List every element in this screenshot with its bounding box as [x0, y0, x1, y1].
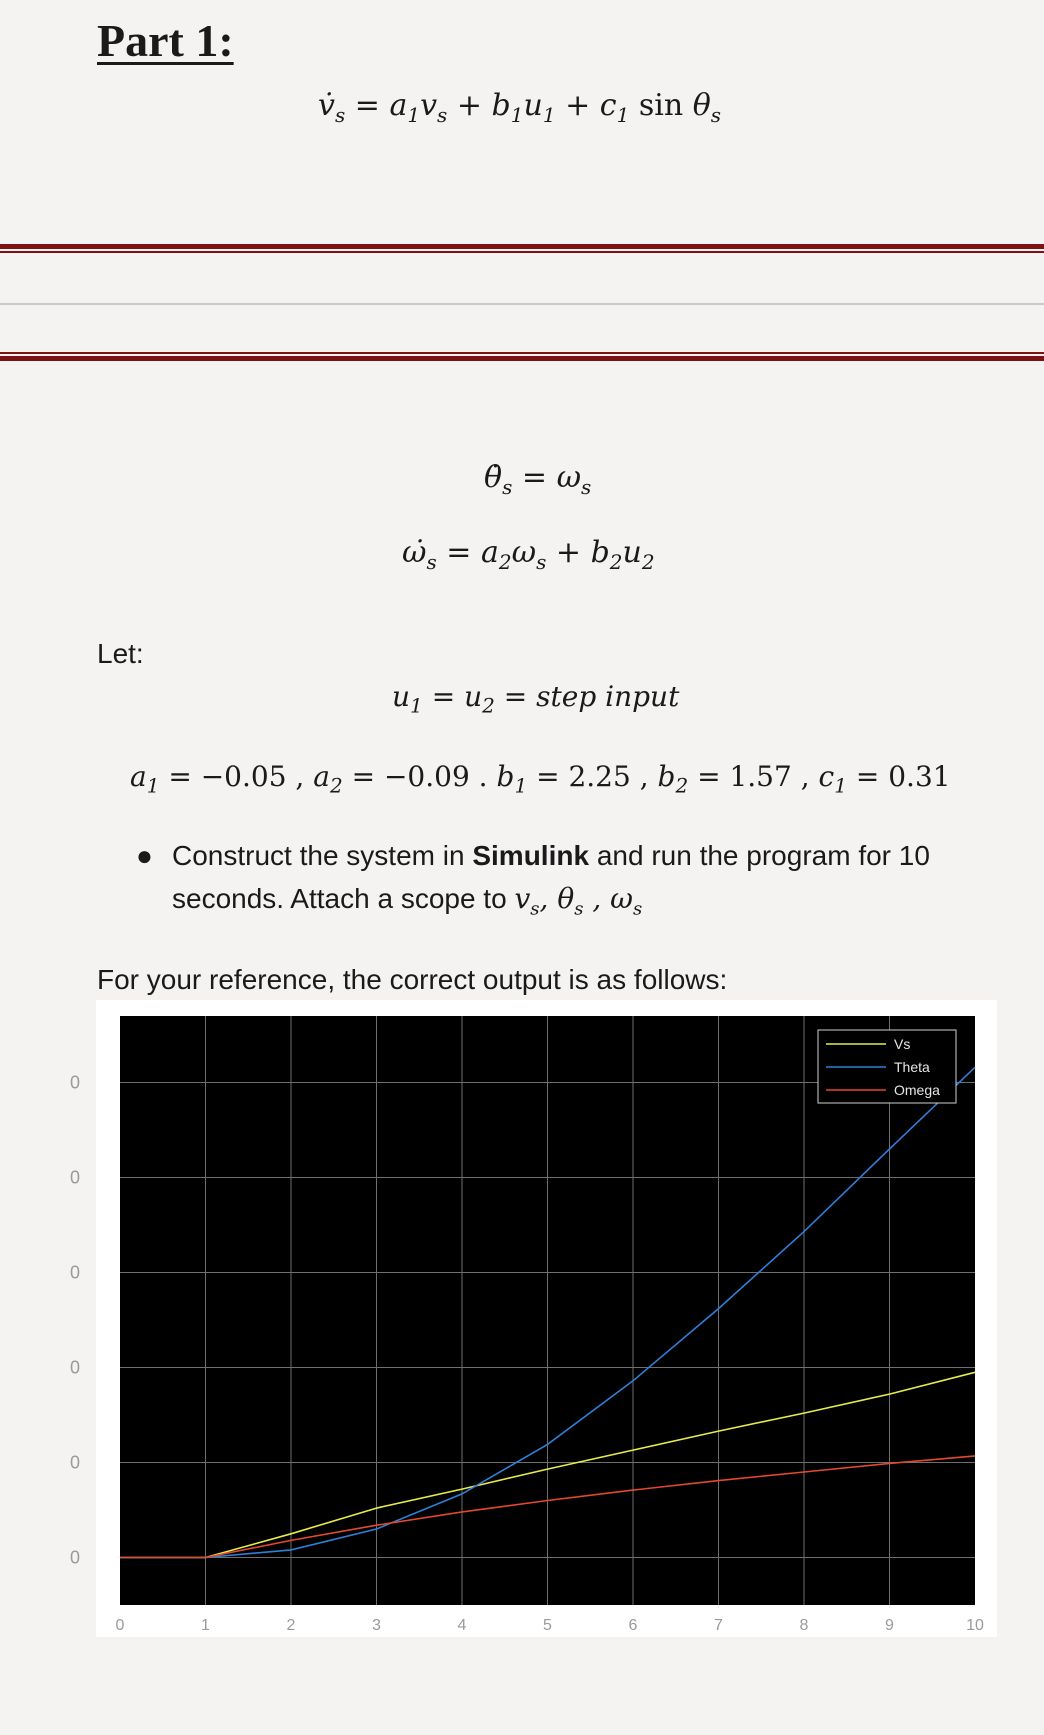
param-a2: $a_2 = -0.09$ . — [313, 760, 488, 798]
scope-chart — [66, 1000, 1006, 1640]
y-tick-label: 0 — [70, 1452, 81, 1473]
separator-rules — [0, 240, 1044, 370]
equation-theta-dot: $\thetȧ_s = \omega_s$ — [484, 460, 592, 499]
legend-label-theta: Theta — [894, 1059, 930, 1075]
bullet-icon: ● — [136, 840, 153, 871]
x-tick-label: 5 — [543, 1617, 552, 1634]
bullet-line-2: seconds. Attach a scope to $v_s$, $\theta_s$ , $\omega_s$ — [172, 882, 643, 920]
param-c1: $c_1 = 0.31$ — [818, 760, 951, 798]
legend-label-omega: Omega — [894, 1082, 940, 1098]
bullet-line-1: Construct the system in Simulink and run the program for 10 — [172, 840, 930, 871]
y-tick-label: 0 — [70, 1357, 81, 1378]
equation-omega-dot: $\omegȧ_s = a_2\omega_s + b_2u_2$ — [402, 535, 655, 574]
equation-step-input: $u_1 = u_2$ = step input — [392, 680, 680, 718]
y-tick-label: 0 — [70, 1167, 81, 1188]
x-tick-label: 2 — [286, 1617, 296, 1634]
parameter-list — [130, 760, 951, 798]
x-tick-label: 9 — [885, 1617, 894, 1634]
reference-text: For your reference, the correct output is as follows: — [97, 964, 728, 995]
y-tick-label: 0 — [70, 1547, 81, 1568]
x-tick-label: 10 — [966, 1617, 984, 1634]
x-tick-label: 4 — [457, 1617, 467, 1634]
param-b2: $b_2 = 1.57$ , — [657, 760, 810, 798]
x-tick-label: 0 — [115, 1617, 125, 1634]
param-a1: $a_1 = -0.05$ , — [130, 760, 305, 798]
y-tick-label: 0 — [70, 1262, 81, 1283]
x-tick-label: 3 — [372, 1617, 381, 1634]
legend-label-vs: Vs — [894, 1036, 911, 1052]
x-tick-label: 7 — [714, 1617, 723, 1634]
x-tick-label: 1 — [201, 1617, 210, 1634]
page-title: Part 1: — [97, 15, 234, 66]
x-tick-label: 6 — [628, 1617, 638, 1634]
y-tick-label: 0 — [70, 1072, 81, 1093]
equation-vs-dot: $v̇_s = a_1v_s + b_1u_1 + c_1$ $\sin \theta_s$ — [318, 88, 722, 127]
param-b1: $b_1 = 2.25$ , — [496, 760, 649, 798]
x-tick-label: 8 — [799, 1617, 809, 1634]
let-label: Let: — [97, 638, 144, 669]
